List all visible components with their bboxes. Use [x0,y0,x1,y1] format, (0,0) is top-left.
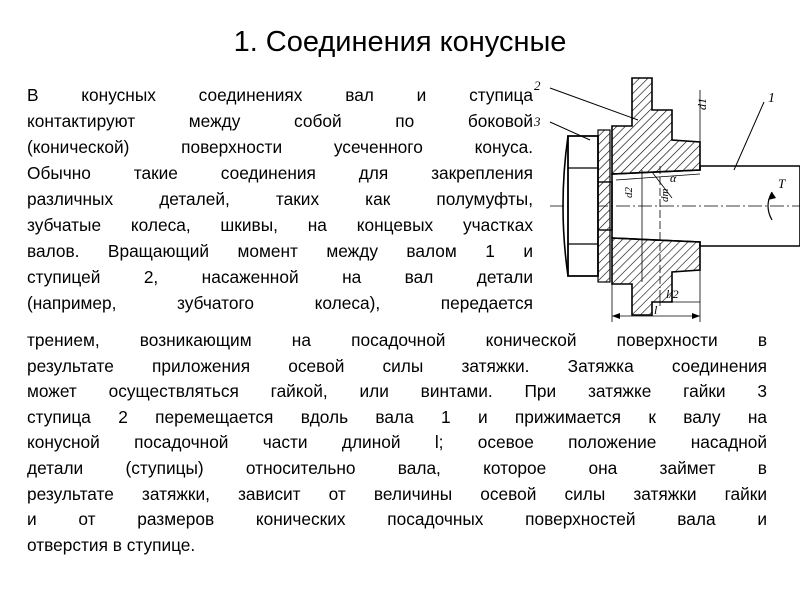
text-line: конусной посадочной части длиной l; осевое положение насадной [27,432,767,453]
label-part-1: 1 [768,91,775,106]
nut [568,136,598,276]
slide-title: 1. Соединения конусные [233,26,567,58]
label-part-2: 2 [534,78,541,93]
label-dm: dm [659,188,671,202]
text-line: может осуществляться гайкой, или винтами. При затяжке гайки 3 [27,381,767,402]
text-line: детали (ступицы) относительно вала, которое она займет в [27,457,767,478]
text-line: результате затяжки, зависит от величины осевой силы затяжки гайки [27,483,767,504]
hub-section-upper [612,78,700,174]
label-alpha: α [670,171,677,185]
text-line: В конусных соединениях вал и ступица [27,85,533,105]
text-line: трением, возникающим на посадочной конической поверхности в [27,330,767,350]
paragraph-bottom [27,328,767,558]
label-d2: d2 [623,187,635,198]
text-line: ступицей 2, насаженной на вал детали [27,267,533,287]
text-line: отверстия в ступице. [27,534,196,555]
text-line: ступица 2 перемещается вдоль вала 1 и прижимается к валу на [27,406,767,427]
text-line: различных деталей, таких как полумуфты, [27,189,533,209]
label-half-length: l/2 [666,287,679,301]
text-line: (например, зубчатого колеса), передается [27,293,533,313]
label-torque: T [778,176,786,191]
text-line: зубчатые колеса, шкивы, на концевых участках [27,215,533,235]
cone-joint-drawing [520,70,800,325]
text-line: Обычно такие соединения для закрепления [27,163,533,183]
text-line: контактируют между собой по боковой [27,111,533,131]
label-part-3: 3 [534,114,541,129]
label-d1: d1 [695,98,709,110]
label-length: l [654,303,658,317]
text-line: и от размеров конических посадочных поверхностей вала и [27,509,767,530]
paragraph-top [27,82,533,316]
text-line: результате приложения осевой силы затяжки. Затяжка соединения [27,355,767,376]
text-line: валов. Вращающий момент между валом 1 и [27,241,533,261]
text-line: (конической) поверхности усеченного конуса. [27,137,533,157]
